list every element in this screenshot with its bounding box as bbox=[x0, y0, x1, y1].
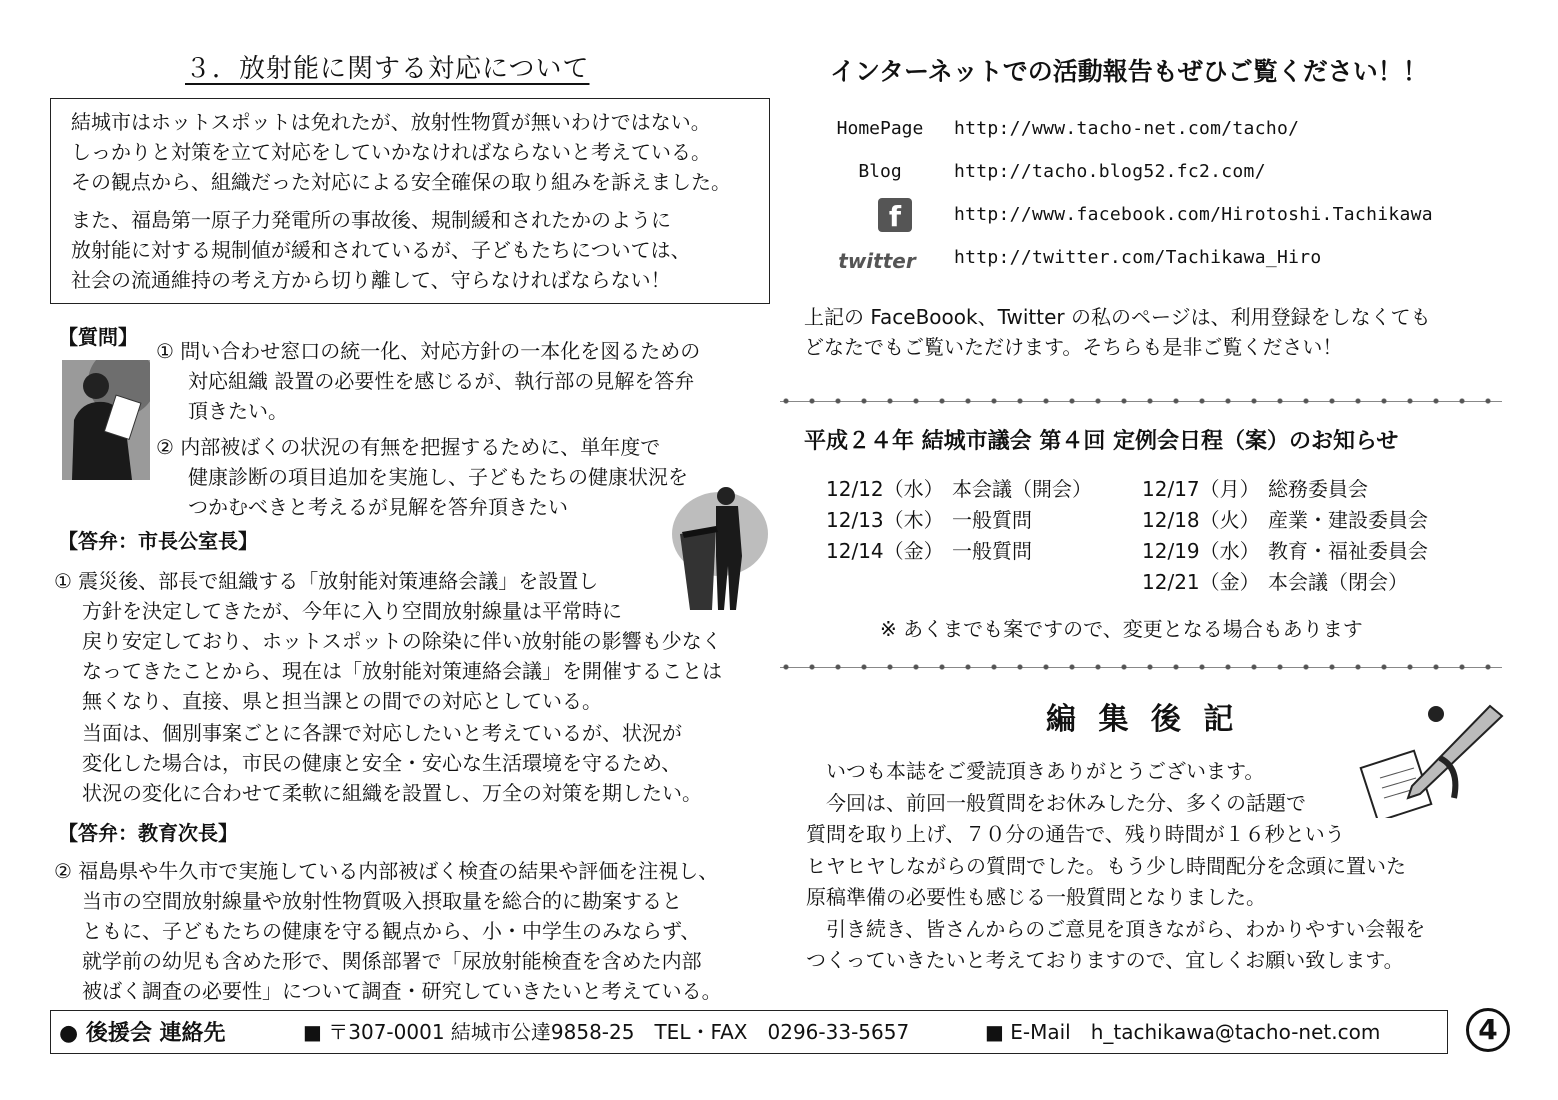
text-line: 健康診断の項目追加を実施し、子どもたちの健康状況を bbox=[188, 465, 688, 489]
editor-note bbox=[806, 756, 1425, 977]
link-row bbox=[820, 157, 1520, 200]
text-line: ともに、子どもたちの健康を守る観点から、小・中学生のみならず、 bbox=[82, 919, 701, 943]
answer-2-label: 【答弁：教育次長】 bbox=[58, 821, 238, 845]
schedule-note: ※ あくまでも案ですので、変更となる場合もあります bbox=[880, 617, 1363, 641]
link-url[interactable]: http://twitter.com/Tachikawa_Hiro bbox=[954, 247, 1322, 268]
text-line: 変化した場合は，市民の健康と安全・安心な生活環境を守るため、 bbox=[82, 751, 682, 775]
answer-2 bbox=[54, 856, 722, 1006]
answer-1-label: 【答弁：市長公室長】 bbox=[58, 529, 258, 553]
section-title: ３．放射能に関する対応について bbox=[185, 54, 590, 84]
schedule-row bbox=[1142, 567, 1408, 598]
schedule-row bbox=[826, 474, 1092, 505]
question-2 bbox=[156, 432, 688, 522]
text-line: 戻り安定しており、ホットスポットの除染に伴い放射能の影響も少なく bbox=[82, 629, 722, 653]
schedule-event: 産業・建設委員会 bbox=[1268, 508, 1428, 532]
question-1 bbox=[156, 336, 700, 426]
schedule-row bbox=[826, 505, 1032, 536]
editor-title: 編 集 後 記 bbox=[1046, 702, 1240, 737]
speaker-reading-illustration bbox=[62, 360, 150, 480]
text-line: 今回は、前回一般質問をお休みした分、多くの話題で bbox=[826, 790, 1306, 815]
link-row bbox=[820, 114, 1520, 157]
schedule-date: 12/17（月） bbox=[1142, 477, 1260, 501]
link-label: Blog bbox=[858, 161, 902, 182]
schedule-event: 本会議（閉会） bbox=[1268, 570, 1408, 594]
text-line: 質問を取り上げ、７０分の通告で、残り時間が１６秒という bbox=[806, 822, 1345, 846]
text-line: 被ばく調査の必要性」について調査・研究していきたいと考えている。 bbox=[82, 979, 722, 1003]
schedule-date: 12/12（水） bbox=[826, 477, 944, 501]
answer-1 bbox=[54, 566, 722, 716]
text-line: 社会の流通維持の考え方から切り離して、守らなければならない！ bbox=[71, 268, 671, 292]
answer-1-continued bbox=[82, 718, 702, 808]
question-label: 【質問】 bbox=[58, 325, 138, 349]
schedule-row bbox=[826, 536, 1032, 567]
link-url[interactable]: http://www.facebook.com/Hirotoshi.Tachikawa bbox=[954, 204, 1433, 225]
schedule-event: 一般質問 bbox=[952, 539, 1032, 563]
footer-box bbox=[50, 1010, 1448, 1054]
vine-divider-top bbox=[780, 394, 1502, 408]
text-line: 結城市はホットスポットは免れたが、放射性物質が無いわけではない。 bbox=[71, 110, 711, 134]
text-line: 放射能に対する規制値が緩和されているが、子どもたちについては、 bbox=[71, 238, 691, 262]
text-line: 対応組織 設置の必要性を感じるが、執行部の見解を答弁 bbox=[188, 369, 695, 393]
link-row bbox=[820, 200, 1520, 243]
link-url[interactable]: http://www.tacho-net.com/tacho/ bbox=[954, 118, 1300, 139]
schedule-right bbox=[1142, 474, 1428, 598]
link-list bbox=[820, 114, 1520, 286]
summary-box bbox=[50, 98, 770, 304]
schedule-date: 12/13（木） bbox=[826, 508, 944, 532]
text-line: ① 問い合わせ窓口の統一化、対応方針の一本化を図るための bbox=[156, 339, 701, 363]
text-line: ヒヤヒヤしながらの質問でした。もう少し時間配分を念頭に置いた bbox=[806, 853, 1406, 878]
internet-title: インターネットでの活動報告もぜひご覧ください！！ bbox=[830, 57, 1428, 86]
facebook-icon: f bbox=[878, 198, 912, 232]
schedule-row bbox=[1142, 536, 1428, 567]
schedule-event: 総務委員会 bbox=[1268, 477, 1368, 501]
schedule-date: 12/14（金） bbox=[826, 539, 944, 563]
twitter-icon: twitter bbox=[838, 249, 916, 273]
schedule-date: 12/18（火） bbox=[1142, 508, 1260, 532]
schedule-row bbox=[1142, 505, 1428, 536]
text-line: 当市の空間放射線量や放射性物質吸入摂取量を総合的に勘案すると bbox=[82, 889, 682, 913]
vine-divider-bottom bbox=[780, 660, 1502, 674]
text-line: なってきたことから、現在は「放射能対策連絡会議」を開催することは bbox=[82, 659, 722, 683]
link-url[interactable]: http://tacho.blog52.fc2.com/ bbox=[954, 161, 1266, 182]
summary-text bbox=[71, 107, 731, 295]
text-line: 上記の FaceBoook、Twitter の私のページは、利用登録をしなくても bbox=[804, 305, 1431, 329]
footer-label: ● 後援会 連絡先 bbox=[59, 1021, 226, 1046]
text-line: ② 内部被ばくの状況の有無を把握するために、単年度で bbox=[156, 435, 661, 459]
link-row bbox=[820, 243, 1520, 286]
text-line: 当面は、個別事案ごとに各課で対応したいと考えているが、状況が bbox=[82, 721, 682, 745]
text-line: つかむべきと考えるが見解を答弁頂きたい bbox=[188, 495, 568, 519]
text-line: ② 福島県や牛久市で実施している内部被ばく検査の結果や評価を注視し、 bbox=[54, 859, 719, 883]
schedule-event: 本会議（開会） bbox=[952, 477, 1092, 501]
schedule-left bbox=[826, 474, 1092, 567]
text-line: 就学前の幼児も含めた形で、関係部署で「尿放射能検査を含めた内部 bbox=[82, 949, 702, 973]
schedule-row bbox=[1142, 474, 1368, 505]
link-label: HomePage bbox=[836, 118, 924, 139]
schedule-date: 12/19（水） bbox=[1142, 539, 1260, 563]
text-line: 無くなり、直接、県と担当課との間での対応としている。 bbox=[82, 689, 602, 713]
footer-address: ■ 〒307-0001 結城市公達9858-25 TEL・FAX 0296-33-5657 bbox=[303, 1020, 910, 1044]
schedule-date: 12/21（金） bbox=[1142, 570, 1260, 594]
text-line: その観点から、組織だった対応による安全確保の取り組みを訴えました。 bbox=[71, 170, 731, 194]
text-line: ① 震災後、部長で組織する「放射能対策連絡会議」を設置し bbox=[54, 569, 599, 593]
schedule-event: 教育・福祉委員会 bbox=[1268, 539, 1428, 563]
schedule-event: 一般質問 bbox=[952, 508, 1032, 532]
text-line: また、福島第一原子力発電所の事故後、規制緩和されたかのように bbox=[71, 208, 671, 232]
text-line: 頂きたい。 bbox=[188, 399, 288, 423]
footer-email: ■ E-Mail h_tachikawa@tacho-net.com bbox=[985, 1020, 1381, 1044]
text-line: 状況の変化に合わせて柔軟に組織を設置し、万全の対策を期したい。 bbox=[82, 781, 702, 805]
text-line: 引き続き、皆さんからのご意見を頂きながら、わかりやすい会報を bbox=[826, 916, 1426, 941]
text-line: 方針を決定してきたが、今年に入り空間放射線量は平常時に bbox=[82, 599, 622, 623]
text-line: つくっていきたいと考えておりますので、宜しくお願い致します。 bbox=[806, 948, 1404, 972]
schedule-title: 平成２４年 結城市議会 第４回 定例会日程（案）のお知らせ bbox=[804, 429, 1399, 454]
page-number: 4 bbox=[1466, 1008, 1510, 1052]
text-line: 原稿準備の必要性も感じる一般質問となりました。 bbox=[806, 885, 1266, 909]
text-line: どなたでもご覧いただけます。そちらも是非ご覧ください！ bbox=[804, 335, 1343, 359]
text-line: しっかりと対策を立て対応をしていかなければならないと考えている。 bbox=[71, 140, 711, 164]
registration-note bbox=[804, 302, 1431, 362]
text-line: いつも本誌をご愛読頂きありがとうございます。 bbox=[826, 759, 1265, 783]
